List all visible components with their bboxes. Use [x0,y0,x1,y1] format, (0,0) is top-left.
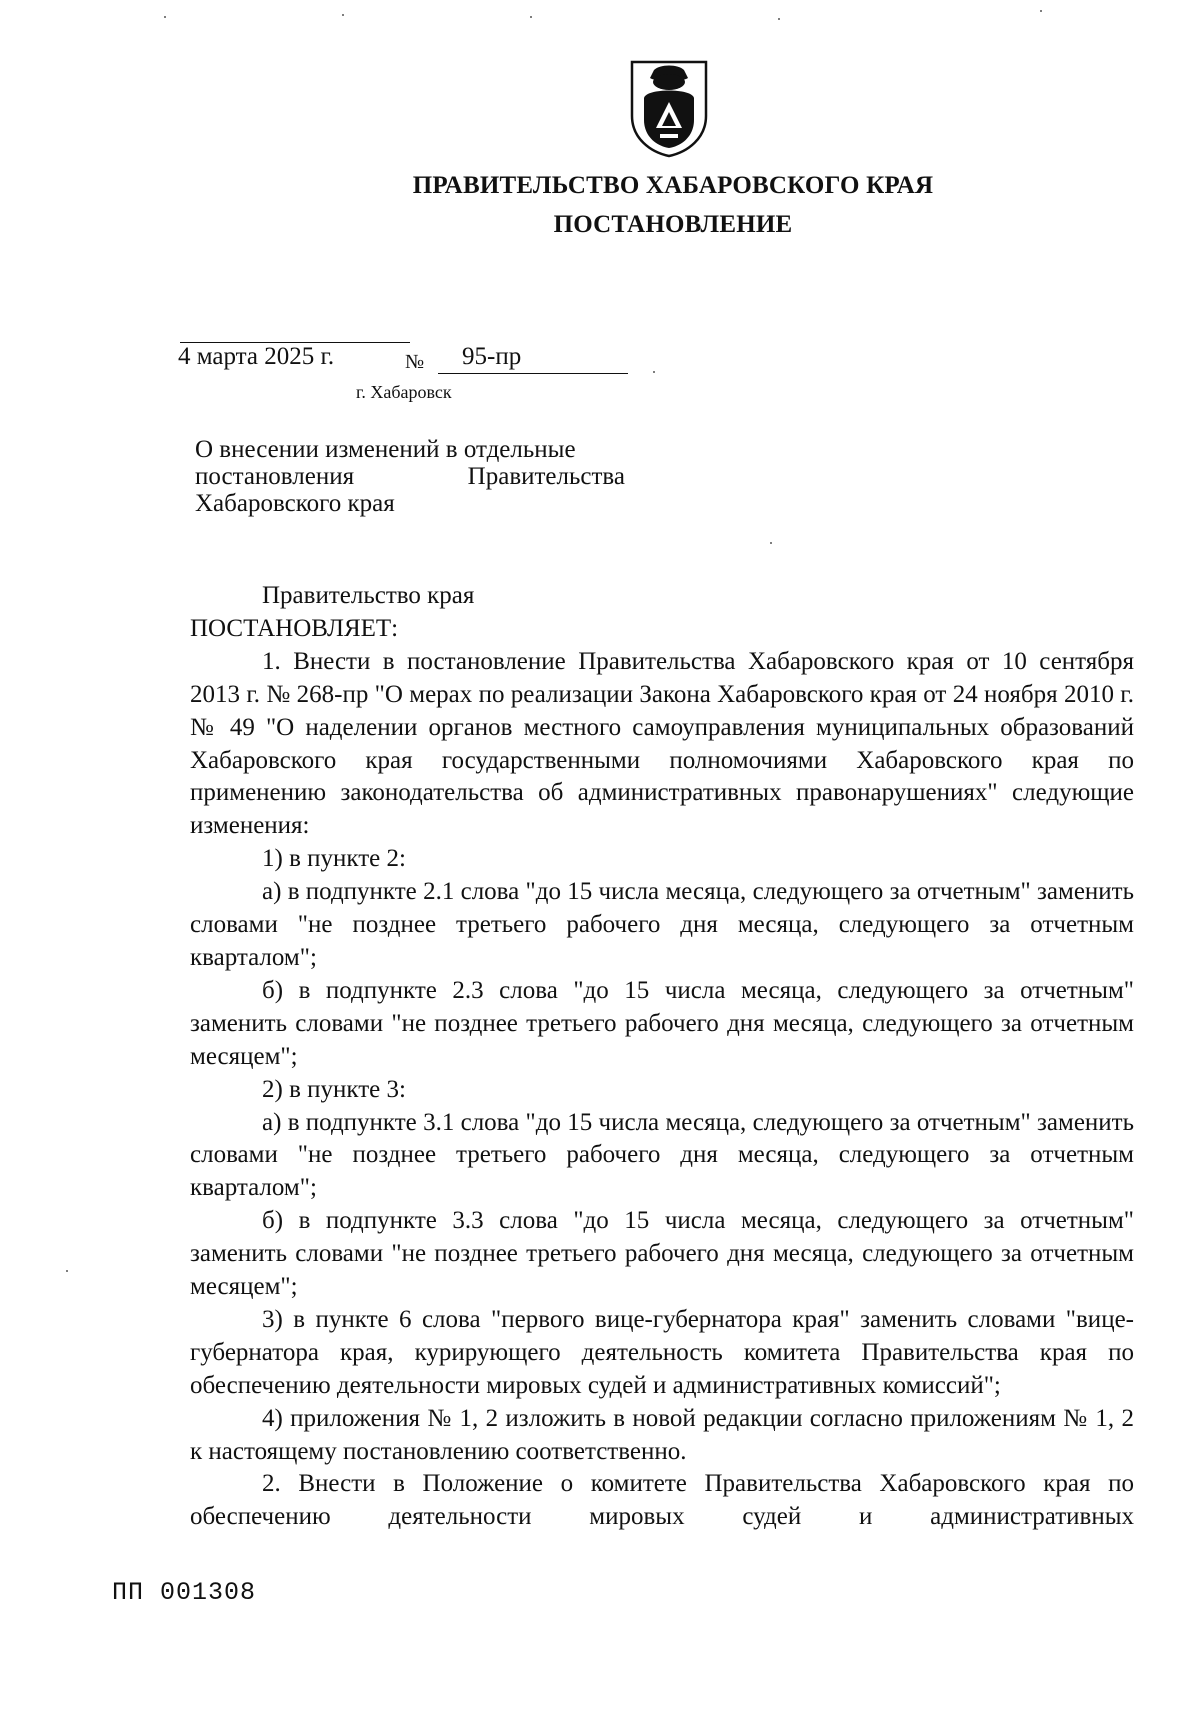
subject-line [195,463,625,490]
document-city: г. Хабаровск [356,382,452,402]
scan-speck [653,371,655,373]
preamble: Правительство края [262,582,475,609]
scan-speck [342,14,344,16]
paragraph: 2) в пункте 3: [262,1075,406,1103]
paragraph: а) в подпункте 2.1 слова "до 15 числа месяца, следующего за отчетным" заменить словами "не позднее третьего рабочего дня месяца, следующего за отчетным кварталом"; [190,878,1134,971]
subject-line: Хабаровского края [195,490,395,517]
paragraph: 2. Внести в Положение о комитете Правительства Хабаровского края по обеспечению деятельности мировых судей и административных [190,1470,1134,1531]
paragraph: а) в подпункте 3.1 слова "до 15 числа месяца, следующего за отчетным" заменить словами "не позднее третьего рабочего дня месяца, следующего за отчетным кварталом"; [190,1108,1134,1202]
paragraph: 1. Внести в постановление Правительства Хабаровского края от 10 сентября 2013 г. № 268-пр "О мерах по реализации Закона Хабаровского края от 24 ноября 2010 г. № 49 "О наделении органов местного самоуправления муниципальных образований Хабаровского края государственными полномочиями Хабаровского края по применению законодательства об административных правонарушениях" следующие изменения: [190,647,1134,840]
date-underline [180,342,410,343]
government-title: ПРАВИТЕЛЬСТВО ХАБАРОВСКОГО КРАЯ [412,172,934,199]
document-type: ПОСТАНОВЛЕНИЕ [553,211,793,238]
paragraph: 3) в пункте 6 слова "первого вице-губернатора края" заменить словами "вице-губернатора края, курирующего деятельность комитета Правительства края по обеспечению деятельности мировых судей и административных комиссий"; [190,1305,1134,1399]
scan-speck [778,18,780,20]
paragraph: 4) приложения № 1, 2 изложить в новой редакции согласно приложениям № 1, 2 к настоящему постановлению соответственно. [190,1404,1134,1465]
subject-word: постановления [195,463,355,490]
khabarovsk-coat-of-arms-icon [624,58,714,158]
scan-speck [66,1270,68,1272]
number-sign: № [405,351,425,373]
document-date: 4 марта 2025 г. [178,343,335,370]
subject-word: Правительства [467,463,625,490]
paragraph: б) в подпункте 3.3 слова "до 15 числа месяца, следующего за отчетным" заменить словами "не позднее третьего рабочего дня месяца, следующего за отчетным месяцем"; [190,1207,1134,1301]
scan-speck [164,16,166,18]
paragraph: 1) в пункте 2: [262,845,406,873]
number-underline [438,373,628,374]
scan-speck [770,542,772,544]
resolves-heading: ПОСТАНОВЛЯЕТ: [190,614,399,642]
form-serial-code: ПП 001308 [112,1578,257,1607]
paragraph: б) в подпункте 2.3 слова "до 15 числа месяца, следующего за отчетным" заменить словами "не позднее третьего рабочего дня месяца, следующего за отчетным месяцем"; [190,976,1134,1070]
document-subject [195,436,625,517]
subject-line: О внесении изменений в отдельные [195,436,576,463]
document-body [190,580,1134,1534]
scan-speck [1040,10,1042,12]
scan-speck [530,16,532,18]
document-number: 95-пр [462,343,522,370]
